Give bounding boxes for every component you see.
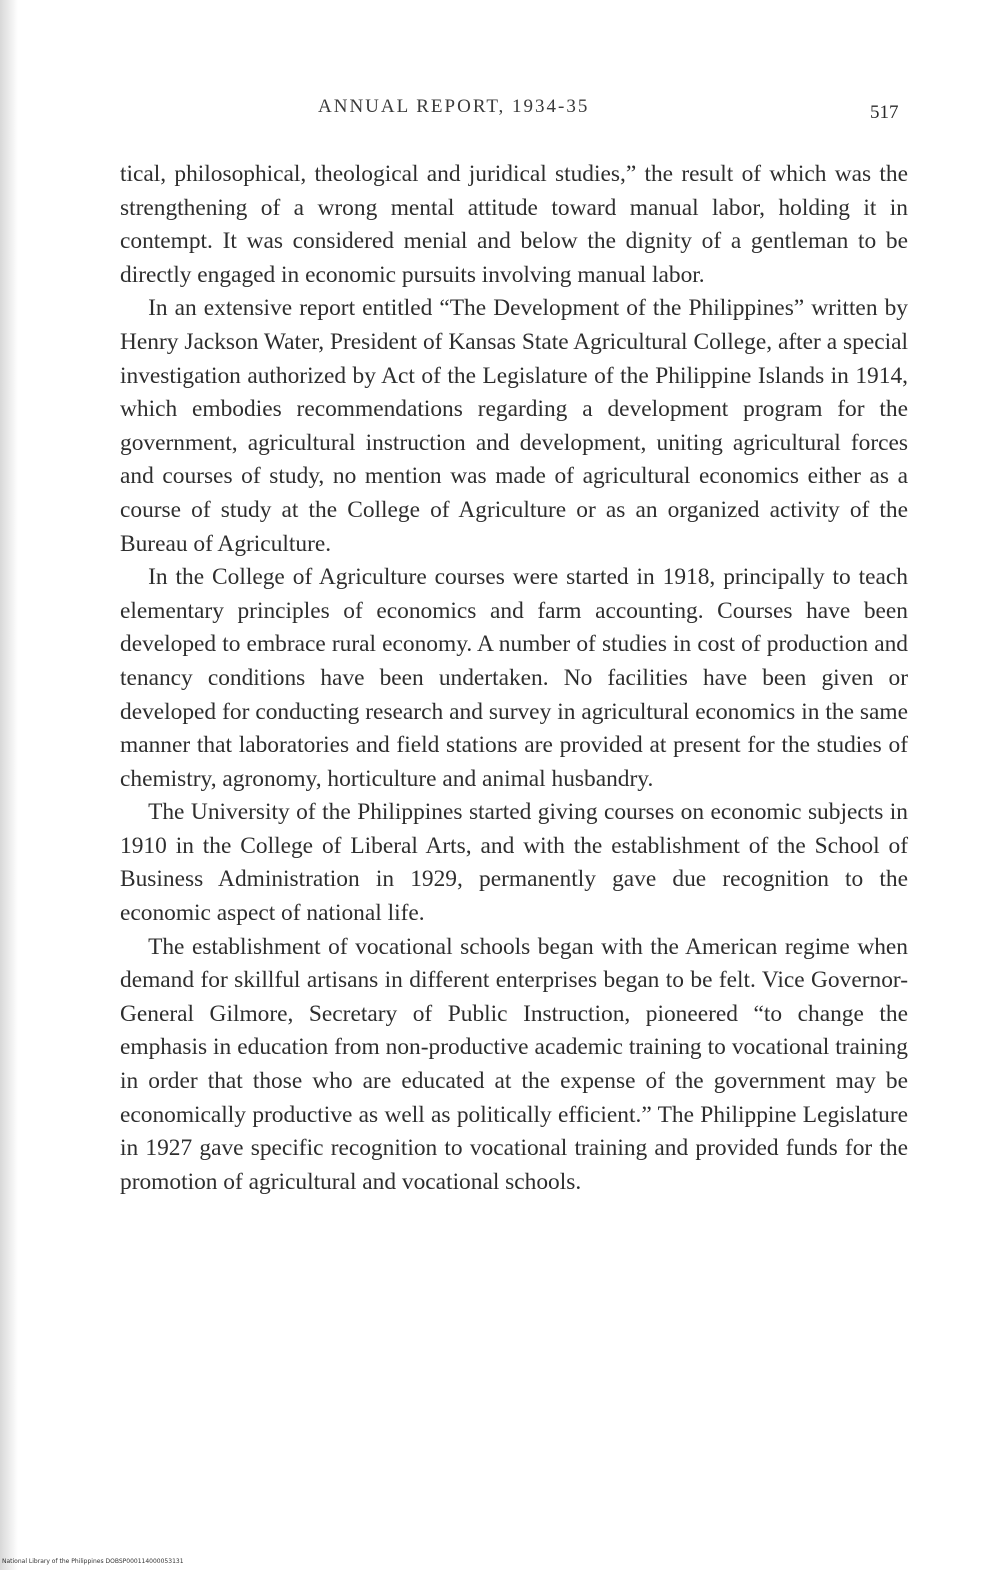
paragraph-development-report: In an extensive report entitled “The Development of the Philippines” written by Henry Jackson Water, President of Kansas State Agricultural College, after a special investigation authorized by Act of the Legislature of the Philippine Islands in 1914, which embodies recommendations regarding a development program for the government, agricultural instruction and development, uniting agricultural forces and courses of study, no mention was made of agricultural economics either as a course of study at the College of Agriculture or as an organized activity of the Bureau of Agriculture.	[120, 295, 908, 557]
paragraph-vocational-schools: The establishment of vocational schools began with the American regime when demand for skillful artisans in different enterprises began to be felt. Vice Governor-General Gilmore, Secretary of Public Instruction, pioneered “to change the emphasis in education from non-productive academic training to vocational training in order that those who are educated at the expense of the government may be economically productive as well as politically efficient.” The Philippine Legislature in 1927 gave specific recognition to vocational training and provided funds for the promotion of agricultural and vocational schools.	[120, 933, 908, 1195]
running-title: ANNUAL REPORT, 1934-35	[318, 96, 590, 117]
paragraph-continuation: tical, philosophical, theological and juridical studies,” the result of which was the strengthening of a wrong mental attitude toward manual labor, holding it in contempt. It was considered menial and below the dignity of a gentleman to be directly engaged in economic pursuits involving manual labor.	[120, 161, 908, 288]
paragraph-university-courses: The University of the Philippines started giving courses on economic subjects in 1910 in the College of Liberal Arts, and with the establishment of the School of Business Administration in 1929, permanently gave due recognition to the economic aspect of national life.	[120, 799, 908, 927]
page-number: 517	[870, 102, 899, 123]
running-header	[0, 96, 986, 136]
page-edge-shadow	[0, 0, 18, 1570]
body-text	[120, 158, 908, 1199]
library-credit: National Library of the Philippines DOBSP000114000053131	[2, 1558, 184, 1565]
paragraph-college-of-agriculture: In the College of Agriculture courses were started in 1918, principally to teach elementary principles of economics and farm accounting. Courses have been developed to embrace rural economy. A number of studies in cost of production and tenancy conditions have been undertaken. No facilities have been given or developed for conducting research and survey in agricultural economics in the same manner that laboratories and field stations are provided at present for the studies of chemistry, agronomy, horticulture and animal husbandry.	[120, 564, 908, 792]
